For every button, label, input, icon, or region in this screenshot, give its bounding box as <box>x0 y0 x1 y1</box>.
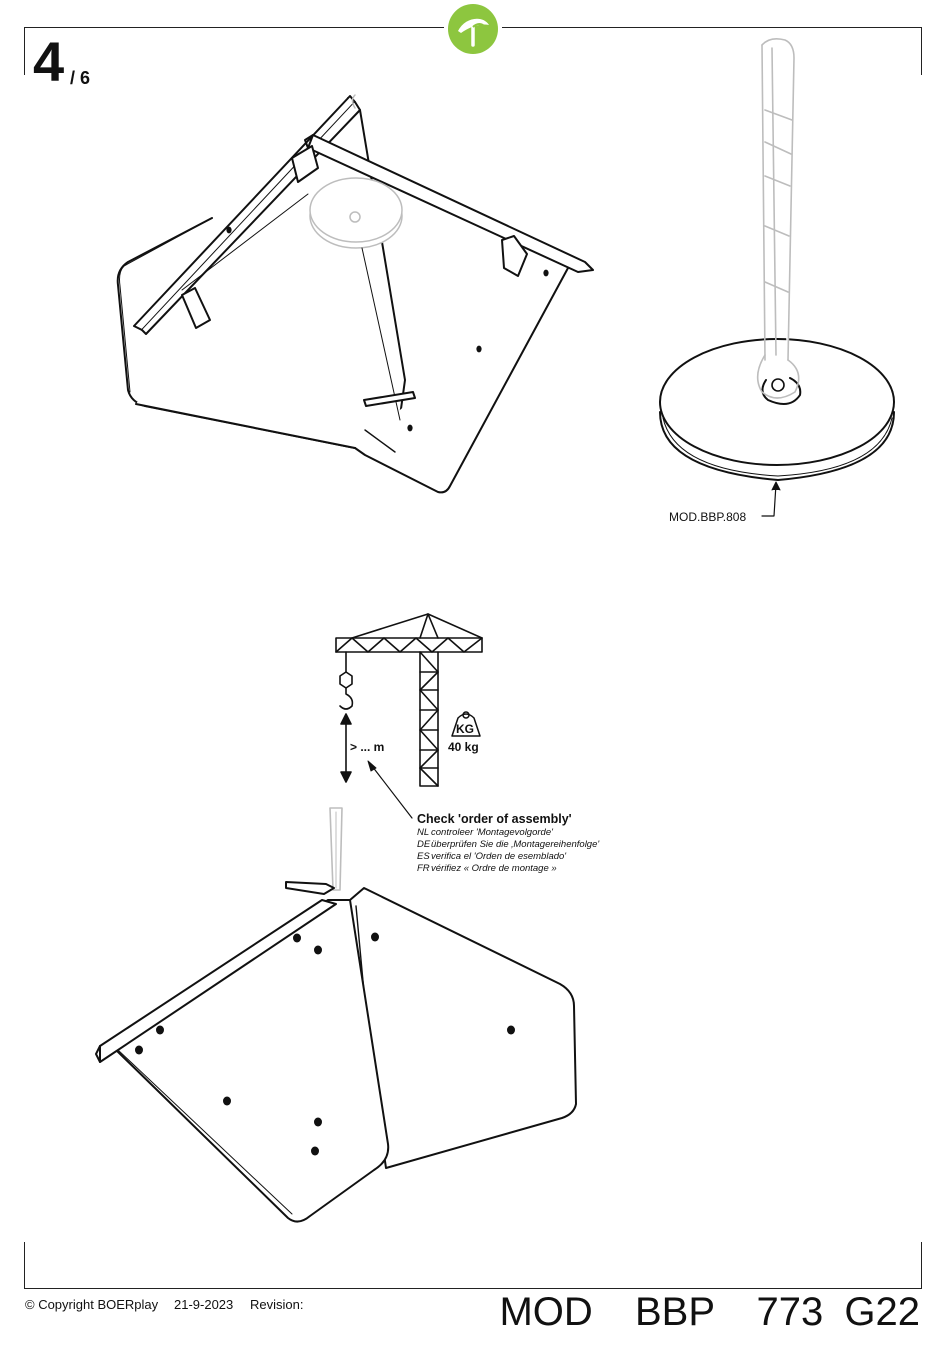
weight-label: 40 kg <box>448 740 479 754</box>
translation-es <box>417 851 566 862</box>
birdhouse-top-assembly <box>118 95 593 492</box>
translation-de <box>417 839 599 850</box>
translation-text: überprüfen Sie die ‚Montagereihenfolge' <box>431 839 600 850</box>
kg-badge: KG <box>456 722 474 736</box>
footer-date: 21-9-2023 <box>174 1297 234 1312</box>
lang-code: NL <box>417 827 430 838</box>
footer-revision: Revision: <box>250 1297 304 1312</box>
footer-copyright: © Copyright BOERplay <box>25 1297 159 1312</box>
translation-text: controleer 'Montagevolgorde' <box>431 827 553 838</box>
lang-code: ES <box>417 851 430 862</box>
footer-model-code: MOD BBP 773 G22 <box>499 1290 920 1334</box>
lang-code: DE <box>417 839 431 850</box>
translation-nl <box>417 827 553 838</box>
step-total: / 6 <box>70 68 91 88</box>
part-code-label: MOD.BBP.808 <box>669 510 747 524</box>
lang-code: FR <box>417 863 430 874</box>
step-number: 4 <box>33 30 65 93</box>
assembly-note-title: Check 'order of assembly' <box>417 812 572 826</box>
translation-fr <box>417 863 557 874</box>
lift-height-label: > ... m <box>350 740 385 754</box>
pole-base <box>660 339 894 480</box>
translation-text: verifica el 'Orden de esemblado' <box>431 851 567 862</box>
translation-text: vérifiez « Ordre de montage » <box>431 863 557 874</box>
